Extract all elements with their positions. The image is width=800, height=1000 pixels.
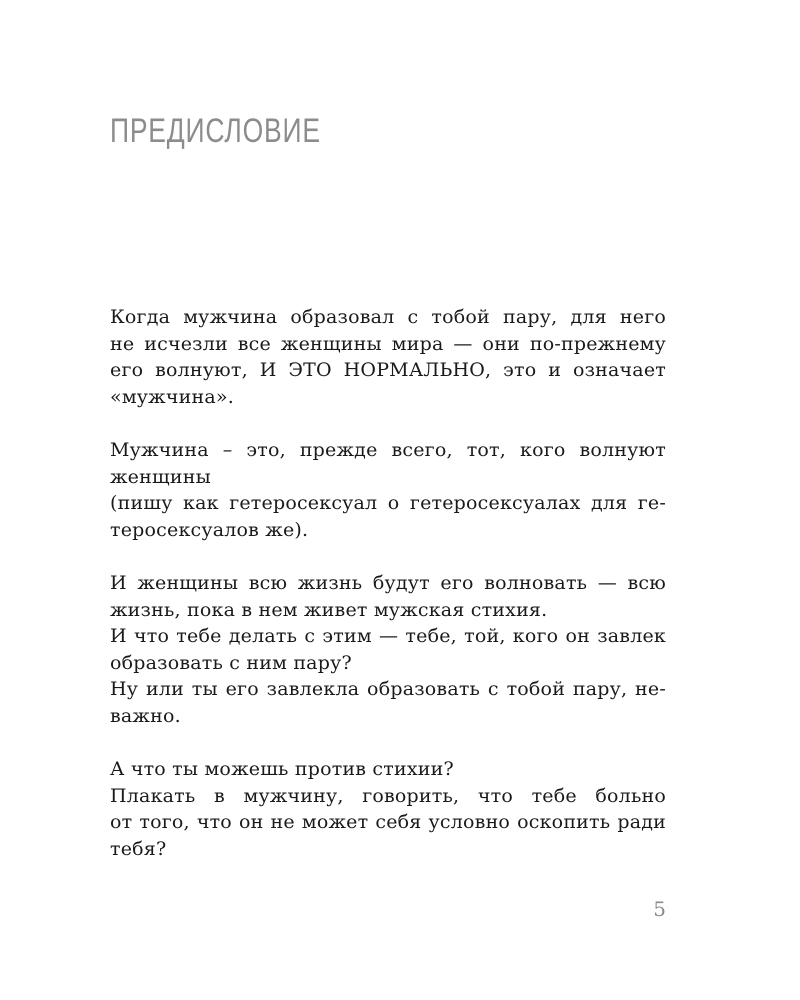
text-line: Когда мужчина образовал с тобой пару, для него bbox=[110, 306, 666, 328]
paragraph-1 bbox=[110, 304, 666, 410]
text-line: не исчезли все женщины мира — они по-прежнему bbox=[110, 332, 666, 355]
text-line: женщины bbox=[110, 465, 211, 488]
text-line: И что тебе делать с этим — тебе, той, кого он завлек bbox=[110, 625, 666, 648]
chapter-title: ПРЕДИСЛОВИЕ bbox=[110, 112, 321, 150]
paragraph-4 bbox=[110, 756, 666, 862]
text-line: его волнуют, И ЭТО НОРМАЛЬНО, это и означает bbox=[110, 359, 666, 382]
text-line: от того, что он не может себя условно оскопить ради bbox=[110, 811, 666, 834]
text-line: Плакать в мужчину, говорить, что тебе больно bbox=[110, 784, 666, 807]
text-line: А что ты можешь против стихии? bbox=[110, 758, 454, 781]
text-line: «мужчина». bbox=[110, 385, 234, 408]
page-number: 5 bbox=[653, 897, 666, 921]
text-line: Мужчина – это, прежде всего, тот, кого волнуют bbox=[110, 438, 666, 461]
text-line: (пишу как гетеросексуал о гетеросексуалах для ге- bbox=[110, 492, 666, 515]
text-line: жизнь, пока в нем живет мужская стихия. bbox=[110, 598, 548, 621]
text-line: образовать с ним пару? bbox=[110, 651, 352, 674]
paragraph-2 bbox=[110, 437, 666, 543]
text-line: теросексуалов же). bbox=[110, 518, 309, 541]
body-text bbox=[110, 304, 666, 862]
text-line: Ну или ты его завлекла образовать с тобой пару, не- bbox=[110, 678, 666, 701]
text-line: И женщины всю жизнь будут его волновать — всю bbox=[110, 571, 666, 594]
text-line: тебя? bbox=[110, 837, 167, 860]
text-line: важно. bbox=[110, 704, 181, 727]
paragraph-3 bbox=[110, 570, 666, 730]
